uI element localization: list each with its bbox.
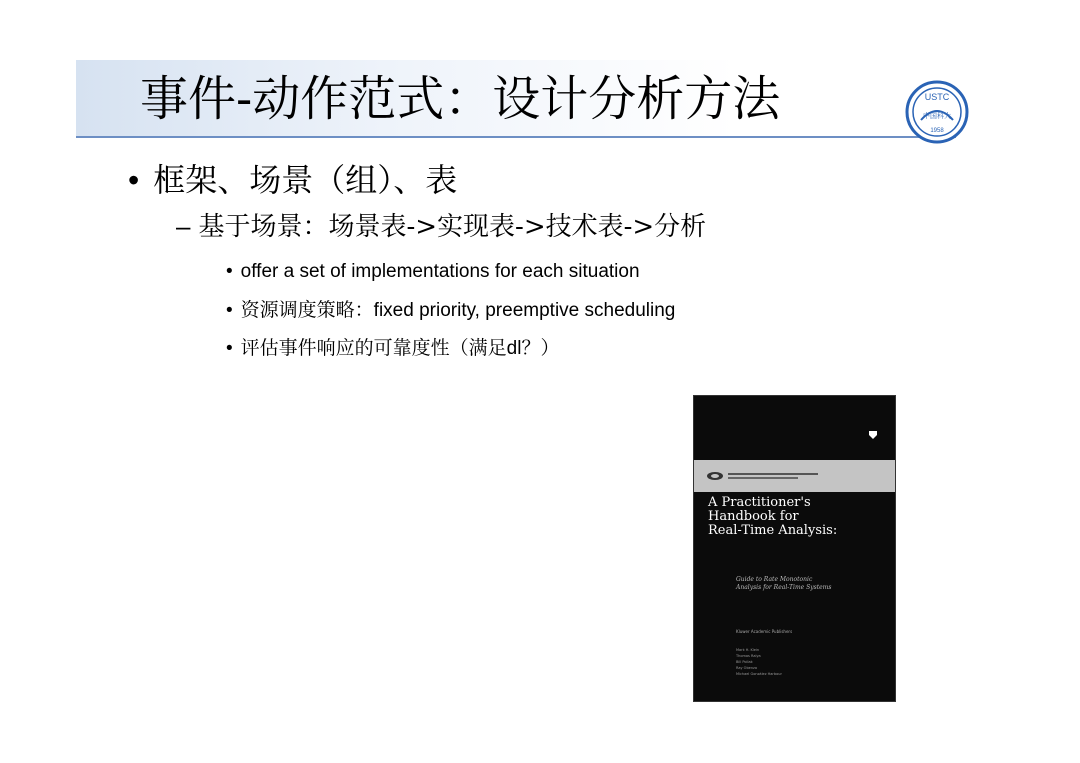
slide-title: 事件-动作范式：设计分析方法 [140, 71, 781, 127]
bullet-level3-3-en: dl [506, 338, 522, 359]
sei-logo-icon [706, 471, 724, 481]
book-author: Mark H. Klein [736, 648, 760, 652]
bullet-level3-1-text: offer a set of implementations for each situation [240, 261, 640, 282]
bullet-dot: • [226, 300, 233, 321]
logo-top-text: USTC [924, 92, 950, 102]
book-author: Ray Obenza [736, 666, 758, 670]
title-rule [76, 136, 956, 138]
publisher-emblem-icon [868, 430, 878, 440]
book-authors [736, 647, 782, 677]
bullet-level3-2 [226, 296, 675, 325]
book-author: Michael González Harbour [736, 672, 782, 676]
book-title [708, 496, 837, 538]
book-subtitle-line: Analysis for Real-Time Systems [736, 584, 832, 591]
bullet-dash: – [176, 211, 191, 241]
band-text-line [728, 477, 798, 479]
book-publisher: Kluwer Academic Publishers [736, 629, 793, 634]
logo-center-text: 中国科大 [923, 112, 951, 120]
bullet-level3-3-cn-b: ？） [521, 337, 560, 359]
bullet-level3-1 [226, 258, 640, 286]
book-cover-band [694, 460, 895, 492]
bullet-level3-3 [226, 334, 559, 363]
bullet-level3-2-cn: 资源调度策略： [240, 299, 374, 321]
bullet-level1 [128, 158, 457, 202]
bullet-level2-text: 基于场景：场景表->实现表->技术表->分析 [198, 212, 707, 242]
book-title-line: Real-Time Analysis: [708, 523, 838, 538]
band-text-line [728, 473, 818, 475]
book-subtitle-line: Guide to Rate Monotonic [736, 576, 813, 583]
bullet-dot: • [128, 162, 140, 198]
bullet-level3-2-en: fixed priority, preemptive scheduling [373, 300, 676, 321]
bullet-level3-3-cn-a: 评估事件响应的可靠度性（满足 [240, 337, 507, 359]
bullet-level1-text: 框架、场景（组）、表 [153, 161, 458, 199]
book-cover-image [694, 396, 895, 701]
book-subtitle [736, 576, 831, 592]
ustc-emblem-icon [905, 80, 969, 144]
bullet-dot: • [226, 261, 233, 282]
book-author: Bill Pollak [736, 660, 753, 664]
book-title-line: A Practitioner's [708, 495, 811, 510]
bullet-dot: • [226, 338, 233, 359]
book-author: Thomas Ralya [736, 654, 761, 658]
book-title-line: Handbook for [708, 509, 799, 524]
bullet-level2 [176, 207, 706, 246]
logo-year-text: 1958 [930, 128, 944, 134]
